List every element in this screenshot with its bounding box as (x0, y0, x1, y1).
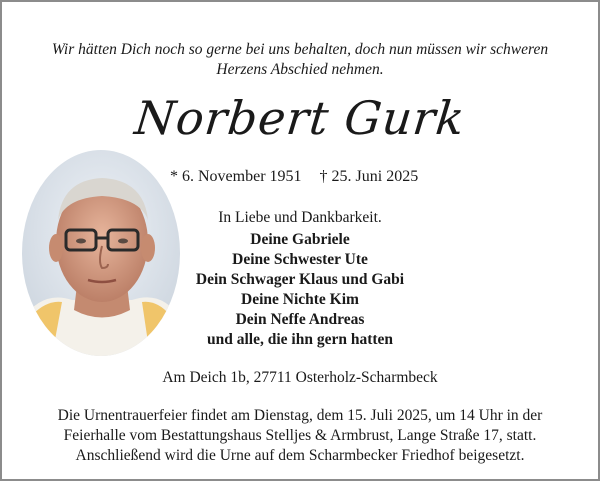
address: Am Deich 1b, 27711 Osterholz-Scharmbeck (162, 369, 438, 386)
funeral-line-3: Anschließend wird die Urne auf dem Scharmbecker Friedhof beigesetzt. (75, 447, 525, 464)
intro-line-1: Wir hätten Dich noch so gerne bei uns behalten, doch nun müssen wir schweren (51, 41, 549, 58)
life-dates (170, 167, 430, 187)
mourner-item: Dein Schwager Klaus und Gabi (195, 271, 405, 288)
funeral-line-2: Feierhalle vom Bestattungshaus Stelljes & Armbrust, Lange Straße 17, statt. (63, 427, 537, 444)
mourner-item: Deine Nichte Kim (241, 291, 359, 308)
death-date: † 25. Juni 2025 (319, 168, 419, 185)
mourners-list (150, 230, 450, 350)
funeral-line-1: Die Urnentrauerfeier findet am Dienstag, dem 15. Juli 2025, um 14 Uhr in der (57, 407, 543, 424)
deceased-name: Norbert Gurk (132, 91, 468, 145)
love-line: In Liebe und Dankbarkeit. (218, 209, 382, 226)
mourner-item: Deine Gabriele (250, 231, 350, 248)
birth-date: * 6. November 1951 (170, 168, 302, 185)
mourner-item: Deine Schwester Ute (232, 251, 368, 268)
intro-text (20, 40, 580, 80)
mourner-item: und alle, die ihn gern hatten (206, 331, 394, 348)
funeral-notice (20, 406, 580, 466)
mourner-item: Dein Neffe Andreas (235, 311, 365, 328)
intro-line-2: Herzens Abschied nehmen. (216, 61, 384, 78)
